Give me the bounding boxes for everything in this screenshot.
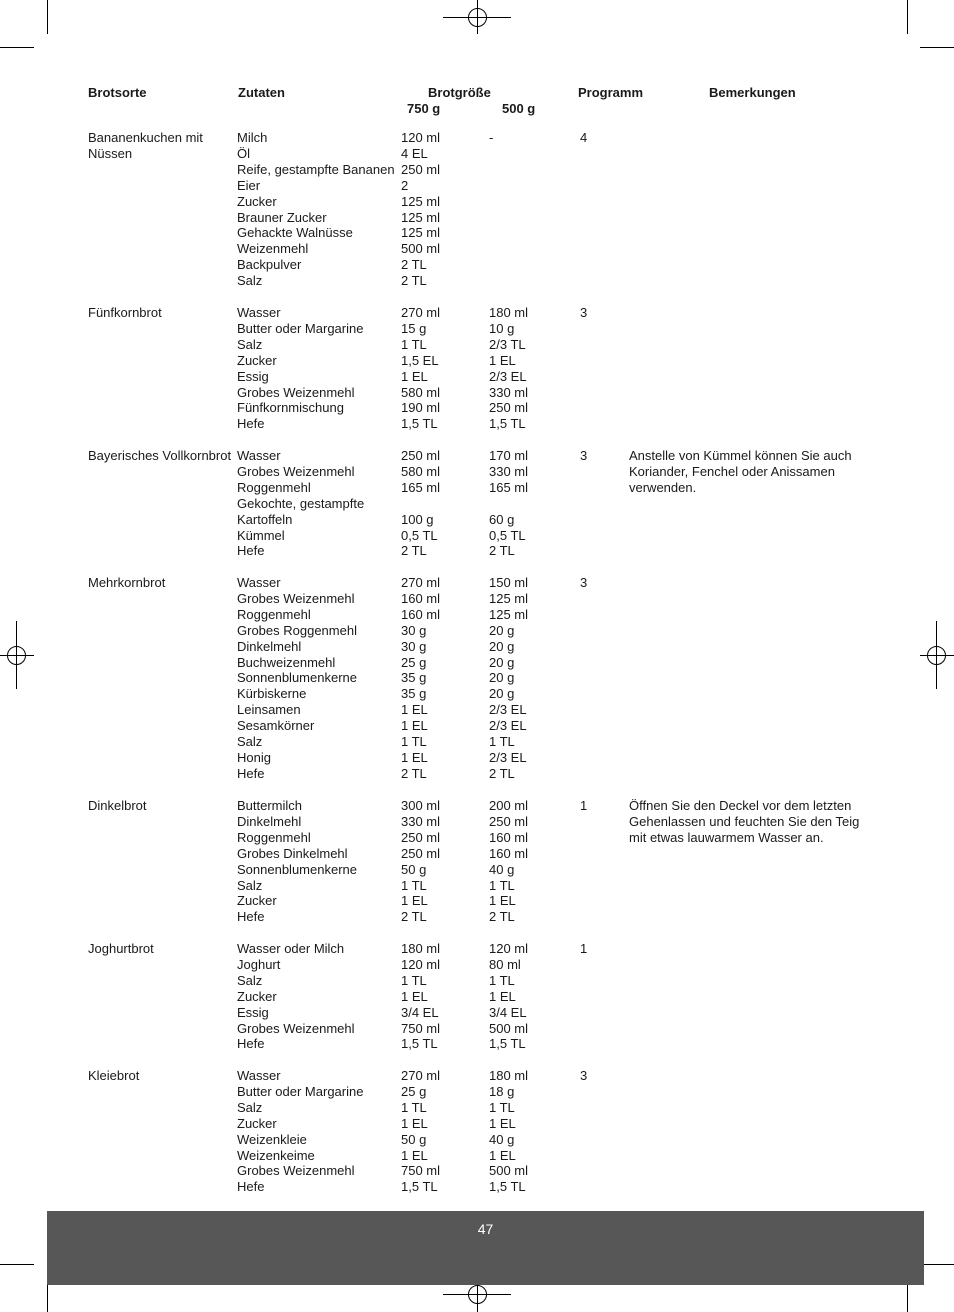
ingredient: Öl xyxy=(237,145,250,161)
amount-750g: 250 ml xyxy=(401,448,441,463)
amount-500g: 1,5 TL xyxy=(489,1179,526,1195)
header-brotgroesse: Brotgröße xyxy=(428,85,491,100)
amount-500g: 1 TL xyxy=(489,1099,515,1115)
amount-750g: 250 ml xyxy=(401,829,441,845)
amount-500g: 40 g xyxy=(489,1131,515,1147)
amount-750g: 30 g xyxy=(401,622,427,638)
amount-750g: 25 g xyxy=(401,1083,427,1099)
amount-750g: 300 ml xyxy=(401,798,441,813)
ingredient: Essig xyxy=(237,368,269,384)
amount-500g: 180 ml xyxy=(489,1068,529,1083)
amount-750g: 1 EL xyxy=(401,988,428,1004)
bread-name: Kleiebrot xyxy=(88,1068,140,1083)
bread-name: Bananenkuchen mit xyxy=(88,130,203,145)
amount-750g: 1 TL xyxy=(401,734,427,749)
ingredient: Essig xyxy=(237,1004,269,1020)
ingredient: Zucker xyxy=(237,988,277,1004)
amount-500g: 180 ml xyxy=(489,305,529,320)
amount-750g: 120 ml xyxy=(401,956,441,972)
header-bemerkungen: Bemerkungen xyxy=(709,85,796,100)
amount-500g: 250 ml xyxy=(489,400,529,416)
ingredient: Salz xyxy=(237,1099,263,1115)
amount-500g: 20 g xyxy=(489,670,515,686)
ingredient: Weizenkeime xyxy=(237,1147,315,1163)
amount-500g: 60 g xyxy=(489,511,515,527)
amount-500g: 2 TL xyxy=(489,909,515,925)
header-zutaten: Zutaten xyxy=(238,85,285,100)
amount-750g: 250 ml xyxy=(401,845,441,861)
bread-name: Joghurtbrot xyxy=(88,941,154,956)
ingredient: Eier xyxy=(237,177,261,193)
footer-bar xyxy=(47,1211,924,1285)
ingredient: Hefe xyxy=(237,1179,265,1195)
amount-750g: 1,5 EL xyxy=(401,352,439,368)
amount-500g: 170 ml xyxy=(489,448,529,463)
amount-500g: 125 ml xyxy=(489,590,529,606)
ingredient: Salz xyxy=(237,273,263,289)
bread-name: Nüssen xyxy=(88,145,133,161)
ingredient: Grobes Weizenmehl xyxy=(237,463,355,479)
ingredient: Salz xyxy=(237,877,263,893)
amount-750g: 1 EL xyxy=(401,368,428,384)
ingredient: Gehackte Walnüsse xyxy=(237,225,353,241)
program-number: 1 xyxy=(580,798,588,813)
ingredient: Kartoffeln xyxy=(237,511,293,527)
ingredient: Roggenmehl xyxy=(237,479,311,495)
amount-500g: 120 ml xyxy=(489,941,529,956)
amount-500g: 2/3 EL xyxy=(489,718,527,734)
amount-750g: 250 ml xyxy=(401,161,441,177)
amount-500g: 1 EL xyxy=(489,988,516,1004)
ingredient: Hefe xyxy=(237,1036,265,1052)
ingredient: Salz xyxy=(237,972,263,988)
ingredient: Zucker xyxy=(237,1115,277,1131)
amount-500g: 500 ml xyxy=(489,1020,529,1036)
ingredient: Hefe xyxy=(237,909,265,925)
amount-500g: 20 g xyxy=(489,622,515,638)
amount-750g: 1 TL xyxy=(401,972,427,988)
ingredient: Wasser xyxy=(237,575,281,590)
amount-750g: 330 ml xyxy=(401,813,441,829)
amount-750g: 1 TL xyxy=(401,336,427,352)
amount-750g: 1,5 TL xyxy=(401,416,438,432)
amount-750g: 1,5 TL xyxy=(401,1179,438,1195)
ingredient: Hefe xyxy=(237,765,265,781)
ingredient: Dinkelmehl xyxy=(237,813,302,829)
ingredient: Gekochte, gestampfte xyxy=(237,495,365,511)
amount-500g: 2 TL xyxy=(489,765,515,781)
amount-750g: 50 g xyxy=(401,861,427,877)
ingredient: Salz xyxy=(237,336,263,352)
amount-750g: 125 ml xyxy=(401,209,441,225)
amount-750g: 580 ml xyxy=(401,463,441,479)
ingredient: Zucker xyxy=(237,193,277,209)
remark-text: Gehenlassen und feuchten Sie den Teig xyxy=(629,813,860,829)
ingredient: Buchweizenmehl xyxy=(237,654,336,670)
amount-500g: 20 g xyxy=(489,654,515,670)
amount-750g: 160 ml xyxy=(401,590,441,606)
amount-750g: 750 ml xyxy=(401,1020,441,1036)
ingredient: Leinsamen xyxy=(237,702,301,718)
amount-500g: 330 ml xyxy=(489,384,529,400)
amount-750g: 120 ml xyxy=(401,130,441,145)
amount-750g: 1 EL xyxy=(401,718,428,734)
amount-500g: 2/3 EL xyxy=(489,368,527,384)
program-number: 3 xyxy=(580,448,588,463)
ingredient: Salz xyxy=(237,734,263,749)
amount-750g: 1 EL xyxy=(401,1115,428,1131)
remark-text: Anstelle von Kümmel können Sie auch xyxy=(629,448,852,463)
ingredient: Hefe xyxy=(237,543,265,559)
amount-750g: 15 g xyxy=(401,320,427,336)
header-size-750: 750 g xyxy=(407,101,441,116)
ingredient: Butter oder Margarine xyxy=(237,320,364,336)
amount-750g: 190 ml xyxy=(401,400,441,416)
amount-750g: 1,5 TL xyxy=(401,1036,438,1052)
ingredient: Grobes Weizenmehl xyxy=(237,1163,355,1179)
ingredient: Dinkelmehl xyxy=(237,638,302,654)
amount-750g: 500 ml xyxy=(401,241,441,257)
amount-750g: 2 TL xyxy=(401,909,427,925)
amount-750g: 1 EL xyxy=(401,1147,428,1163)
ingredient: Honig xyxy=(237,749,271,765)
amount-500g: - xyxy=(489,130,494,145)
amount-500g: 3/4 EL xyxy=(489,1004,527,1020)
amount-500g: 1 EL xyxy=(489,352,516,368)
amount-750g: 165 ml xyxy=(401,479,441,495)
amount-500g: 1,5 TL xyxy=(489,1036,526,1052)
amount-500g: 0,5 TL xyxy=(489,527,526,543)
ingredient: Wasser oder Milch xyxy=(237,941,345,956)
page-number: 47 xyxy=(477,1221,494,1237)
amount-750g: 270 ml xyxy=(401,575,441,590)
bread-name: Dinkelbrot xyxy=(88,798,147,813)
amount-500g: 330 ml xyxy=(489,463,529,479)
ingredient: Wasser xyxy=(237,448,281,463)
amount-500g: 1 EL xyxy=(489,1147,516,1163)
ingredient: Backpulver xyxy=(237,257,302,273)
amount-750g: 160 ml xyxy=(401,606,441,622)
ingredient: Reife, gestampfte Bananen xyxy=(237,161,395,177)
amount-750g: 3/4 EL xyxy=(401,1004,439,1020)
ingredient: Weizenmehl xyxy=(237,241,309,257)
ingredient: Milch xyxy=(237,130,268,145)
amount-500g: 1 EL xyxy=(489,1115,516,1131)
header-brotsorte: Brotsorte xyxy=(88,85,147,100)
bread-name: Mehrkornbrot xyxy=(88,575,166,590)
amount-750g: 35 g xyxy=(401,670,427,686)
ingredient: Grobes Weizenmehl xyxy=(237,384,355,400)
ingredient: Butter oder Margarine xyxy=(237,1083,364,1099)
remark-text: Koriander, Fenchel oder Anissamen xyxy=(629,463,835,479)
amount-500g: 80 ml xyxy=(489,956,521,972)
ingredient: Hefe xyxy=(237,416,265,432)
amount-500g: 150 ml xyxy=(489,575,529,590)
ingredient: Joghurt xyxy=(237,956,281,972)
ingredient: Sonnenblumenkerne xyxy=(237,861,357,877)
ingredient: Sonnenblumenkerne xyxy=(237,670,357,686)
amount-500g: 40 g xyxy=(489,861,515,877)
amount-750g: 180 ml xyxy=(401,941,441,956)
ingredient: Grobes Weizenmehl xyxy=(237,590,355,606)
amount-500g: 125 ml xyxy=(489,606,529,622)
ingredient: Fünfkornmischung xyxy=(237,400,344,416)
amount-500g: 10 g xyxy=(489,320,515,336)
amount-750g: 125 ml xyxy=(401,193,441,209)
amount-750g: 125 ml xyxy=(401,225,441,241)
amount-750g: 2 xyxy=(401,177,409,193)
amount-750g: 50 g xyxy=(401,1131,427,1147)
amount-500g: 2 TL xyxy=(489,543,515,559)
ingredient: Sesamkörner xyxy=(237,718,315,734)
amount-750g: 100 g xyxy=(401,511,434,527)
amount-500g: 160 ml xyxy=(489,845,529,861)
ingredient: Zucker xyxy=(237,352,277,368)
remark-text: verwenden. xyxy=(629,479,697,495)
amount-500g: 500 ml xyxy=(489,1163,529,1179)
amount-750g: 1 EL xyxy=(401,702,428,718)
amount-750g: 2 TL xyxy=(401,765,427,781)
bread-name: Fünfkornbrot xyxy=(88,305,162,320)
amount-500g: 20 g xyxy=(489,686,515,702)
ingredient: Zucker xyxy=(237,893,277,909)
amount-750g: 30 g xyxy=(401,638,427,654)
amount-750g: 1 TL xyxy=(401,1099,427,1115)
ingredient: Grobes Roggenmehl xyxy=(237,622,357,638)
amount-750g: 750 ml xyxy=(401,1163,441,1179)
amount-500g: 250 ml xyxy=(489,813,529,829)
amount-500g: 165 ml xyxy=(489,479,529,495)
amount-500g: 20 g xyxy=(489,638,515,654)
amount-500g: 160 ml xyxy=(489,829,529,845)
ingredient: Kümmel xyxy=(237,527,285,543)
ingredient: Grobes Weizenmehl xyxy=(237,1020,355,1036)
ingredient: Buttermilch xyxy=(237,798,303,813)
amount-500g: 1 TL xyxy=(489,734,515,749)
amount-750g: 35 g xyxy=(401,686,427,702)
amount-750g: 1 EL xyxy=(401,893,428,909)
amount-500g: 200 ml xyxy=(489,798,529,813)
ingredient: Brauner Zucker xyxy=(237,209,327,225)
header-programm: Programm xyxy=(578,85,644,100)
ingredient: Wasser xyxy=(237,1068,281,1083)
ingredient: Wasser xyxy=(237,305,281,320)
remark-text: Öffnen Sie den Deckel vor dem letzten xyxy=(629,798,852,813)
amount-750g: 25 g xyxy=(401,654,427,670)
ingredient: Roggenmehl xyxy=(237,606,311,622)
amount-500g: 1 TL xyxy=(489,972,515,988)
ingredient: Grobes Dinkelmehl xyxy=(237,845,348,861)
ingredient: Roggenmehl xyxy=(237,829,311,845)
program-number: 1 xyxy=(580,941,588,956)
ingredient: Weizenkleie xyxy=(237,1131,307,1147)
amount-750g: 580 ml xyxy=(401,384,441,400)
amount-750g: 0,5 TL xyxy=(401,527,438,543)
amount-750g: 270 ml xyxy=(401,305,441,320)
amount-750g: 4 EL xyxy=(401,145,428,161)
amount-500g: 18 g xyxy=(489,1083,515,1099)
amount-500g: 2/3 EL xyxy=(489,702,527,718)
remark-text: mit etwas lauwarmem Wasser an. xyxy=(629,829,824,845)
bread-name: Bayerisches Vollkornbrot xyxy=(88,448,232,463)
amount-750g: 1 EL xyxy=(401,749,428,765)
program-number: 4 xyxy=(580,130,588,145)
program-number: 3 xyxy=(580,305,588,320)
program-number: 3 xyxy=(580,575,588,590)
amount-500g: 1,5 TL xyxy=(489,416,526,432)
amount-750g: 2 TL xyxy=(401,543,427,559)
amount-500g: 1 TL xyxy=(489,877,515,893)
amount-750g: 1 TL xyxy=(401,877,427,893)
ingredient: Kürbiskerne xyxy=(237,686,307,702)
amount-500g: 1 EL xyxy=(489,893,516,909)
program-number: 3 xyxy=(580,1068,588,1083)
amount-750g: 2 TL xyxy=(401,257,427,273)
amount-750g: 2 TL xyxy=(401,273,427,289)
header-size-500: 500 g xyxy=(502,101,536,116)
amount-500g: 2/3 TL xyxy=(489,336,526,352)
amount-750g: 270 ml xyxy=(401,1068,441,1083)
amount-500g: 2/3 EL xyxy=(489,749,527,765)
